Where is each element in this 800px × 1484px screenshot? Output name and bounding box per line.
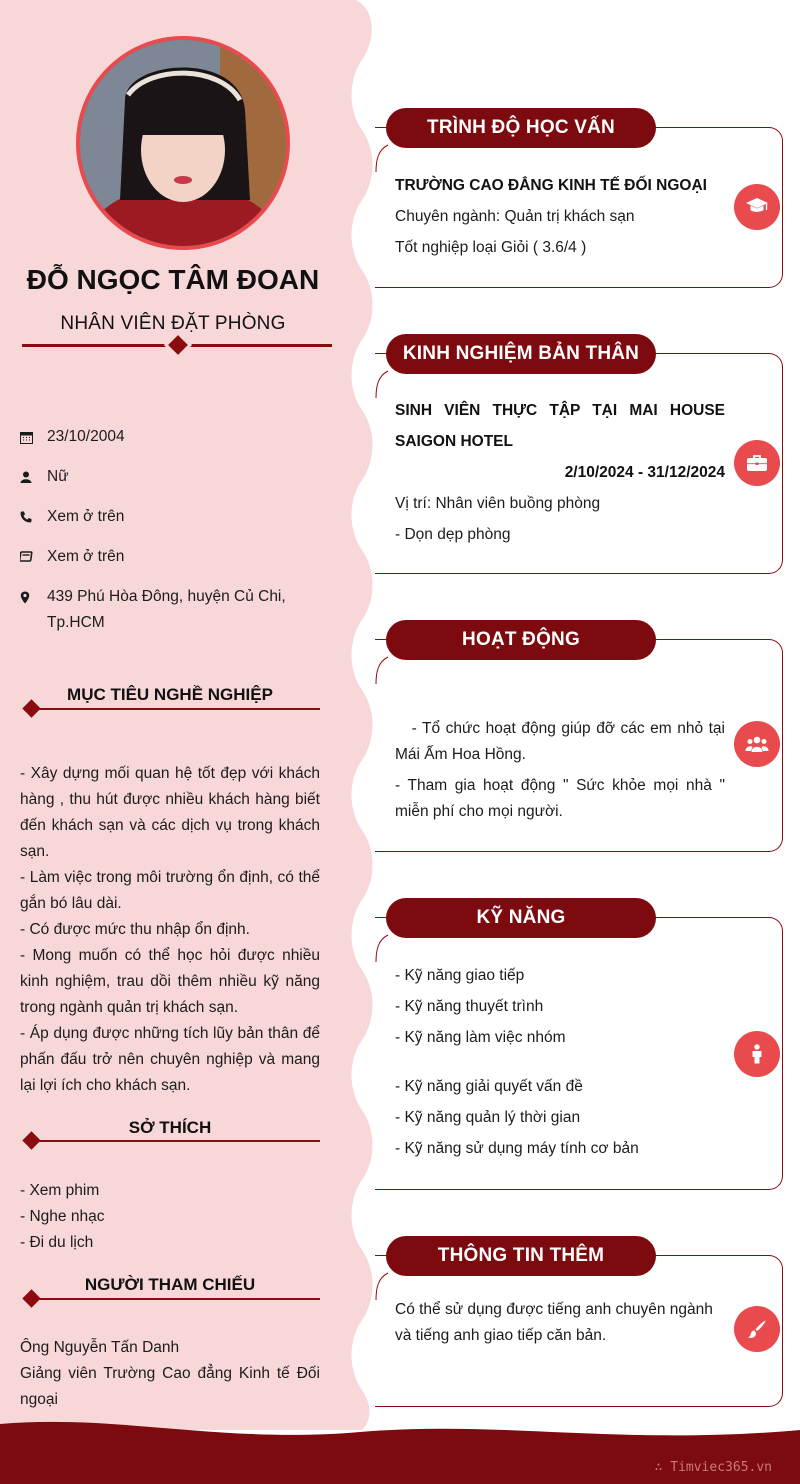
experience-content [395,395,725,550]
gender-text: Nữ [47,468,69,485]
education-title: TRÌNH ĐỘ HỌC VẤN [386,108,656,148]
title-divider-diamond [168,335,188,355]
activities-content [395,716,730,825]
references-info [20,1335,320,1413]
candidate-name: ĐỖ NGỌC TÂM ĐOAN [26,264,320,295]
paint-brush-icon [734,1306,780,1352]
contact-info [20,424,320,650]
contact-email [20,544,320,570]
extra-info-text: Có thể sử dụng được tiếng anh chuyên ngành và tiếng anh giao tiếp căn bản. [395,1301,713,1344]
references-divider [30,1298,320,1300]
company-name: SINH VIÊN THỰC TẬP TẠI MAI HOUSE SAIGON HOTEL [395,402,725,450]
graduation-cap-icon [734,184,780,230]
contact-address [20,584,320,636]
activity-item: - Tổ chức hoạt động giúp đỡ các em nhỏ tại Mái Ấm Hoa Hồng. [395,720,730,763]
objective-title: MỤC TIÊU NGHỀ NGHIỆP [67,685,273,704]
skill-item: - Kỹ năng làm việc nhóm [395,1029,566,1046]
brand-watermark [655,1460,772,1475]
experience-task: - Dọn dẹp phòng [395,526,511,543]
hobbies-divider [30,1140,320,1142]
objective-line: - Có được mức thu nhập ổn định. [20,921,250,938]
reference-position: Giảng viên Trường Cao đẳng Kinh tế Đối ngoại [20,1365,320,1408]
contact-phone [20,504,320,530]
experience-title: KINH NGHIỆM BẢN THÂN [386,334,656,374]
extra-info-title: THÔNG TIN THÊM [386,1236,656,1276]
objective-line: - Xây dựng mối quan hệ tốt đẹp với khách hàng , thu hút được nhiều khách hàng biết đến khách sạn và các dịch vụ trong khách sạn. [20,765,320,860]
hobbies-title: SỞ THÍCH [128,1118,212,1137]
address-text: 439 Phú Hòa Đông, huyện Củ Chi, Tp.HCM [47,588,286,631]
reference-name: Ông Nguyễn Tấn Danh [20,1339,180,1356]
activities-title: HOẠT ĐỘNG [386,620,656,660]
watermark-icon: ∴ [654,1460,671,1475]
watermark-text: Timviec365.vn [670,1460,772,1475]
skill-item: - Kỹ năng quản lý thời gian [395,1109,581,1126]
experience-dates: 2/10/2024 - 31/12/2024 [564,464,725,481]
hobby-item: - Xem phim [20,1182,100,1199]
profile-photo [80,40,286,246]
job-title: NHÂN VIÊN ĐẶT PHÒNG [60,313,286,334]
hobbies-list [20,1178,320,1256]
objective-text [20,761,320,1099]
activity-item: - Tham gia hoạt động " Sức khỏe mọi nhà " miễn phí cho mọi người. [395,777,725,820]
left-column [0,0,360,1420]
birthday-text: 23/10/2004 [47,428,125,445]
user-icon [20,464,47,490]
education-grade: Tốt nghiệp loại Giỏi ( 3.6/4 ) [395,239,587,256]
skill-item: - Kỹ năng thuyết trình [395,998,544,1015]
hobby-item: - Đi du lịch [20,1234,94,1251]
avatar [76,36,290,250]
references-title: NGƯỜI THAM CHIẾU [84,1275,256,1294]
objective-line: - Mong muốn có thể học hỏi được nhiều kinh nghiệm, trau dồi thêm nhiều kỹ năng trong ngành quản trị khách sạn. [20,947,320,1016]
contact-birthday [20,424,320,450]
email-text: Xem ở trên [47,548,125,565]
contact-gender [20,464,320,490]
skill-item: - Kỹ năng giải quyết vấn đề [395,1078,583,1095]
hobby-item: - Nghe nhạc [20,1208,105,1225]
school-name: TRƯỜNG CAO ĐẲNG KINH TẾ ĐỐI NGOẠI [395,177,707,194]
extra-info-content [395,1297,725,1349]
objective-line: - Áp dụng được những tích lũy bản thân để phấn đấu trở nên chuyên nghiệp và mang lại lợi ích cho khách sạn. [20,1025,320,1094]
education-content [395,170,725,263]
map-pin-icon [20,584,47,610]
skills-content [395,960,725,1164]
skill-item: - Kỹ năng sử dụng máy tính cơ bản [395,1140,639,1157]
objective-divider [30,708,320,710]
phone-icon [20,504,47,530]
group-icon [734,721,780,767]
skills-title: KỸ NĂNG [386,898,656,938]
objective-line: - Làm việc trong môi trường ổn định, có thể gắn bó lâu dài. [20,869,320,912]
phone-text: Xem ở trên [47,508,125,525]
experience-position: Vị trí: Nhân viên buồng phòng [395,495,601,512]
education-major: Chuyên ngành: Quản trị khách sạn [395,208,635,225]
person-icon [734,1031,780,1077]
skill-item: - Kỹ năng giao tiếp [395,967,525,984]
briefcase-icon [734,440,780,486]
email-icon [20,544,47,570]
calendar-icon [20,424,47,450]
